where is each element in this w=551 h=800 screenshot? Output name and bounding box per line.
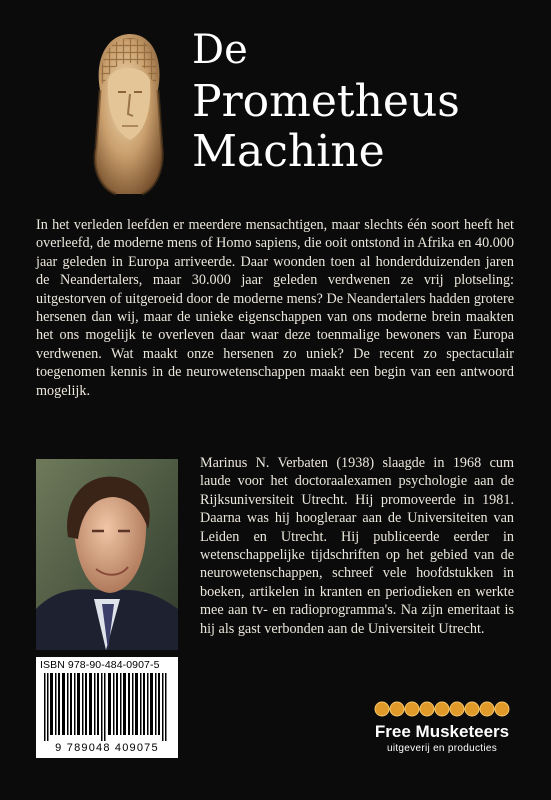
book-blurb: In het verleden leefden er meerdere mensachtigen, maar slechts één soort heeft het overleefd, de moderne mens of Homo sapiens, die ooit ontstond in Afrika en 40.000 jaar geleden in Europa arriveerde. Daar woonden toen al honderdduizenden jaren de Neandertalers, maar 30.000 jaar geleden verdwenen ze vrij plotseling: uitgestorven of uitgeroeid door de moderne mens? De Neandertalers hadden grotere hersenen dan wij, maar de unieke eigenschappen van ons moderne brein maakten het ons mogelijk te overleven daar waar deze toenmalige bewoners van Europa verdwenen. Wat maakt onze hersenen zo uniek? De recent zo spectaculair toegenomen kennis in de neurowetenschappen maakt een begin van een antwoord mogelijk. bbox=[36, 217, 514, 399]
barcode-icon bbox=[44, 673, 170, 741]
publisher-tagline: uitgeverij en producties bbox=[386, 743, 498, 754]
title-line-2: Prometheus bbox=[192, 76, 460, 127]
isbn-text: ISBN 978-90-484-0907-5 bbox=[40, 659, 160, 671]
book-title bbox=[192, 27, 460, 177]
author-photo bbox=[36, 459, 178, 650]
ivory-figurine-image bbox=[78, 28, 178, 198]
publisher-dots-icon bbox=[374, 700, 510, 718]
barcode-digits: 9 789048 409075 bbox=[55, 742, 159, 754]
barcode-label bbox=[36, 657, 178, 758]
publisher-name: Free Musketeers bbox=[374, 722, 510, 741]
title-line-3: Machine bbox=[192, 126, 385, 177]
author-bio: Marinus N. Verbaten (1938) slaagde in 1968 cum laude voor het doctoraalexamen psychologie aan de Rijksuniversiteit Utrecht. Hij promoveerde in 1981. Daarna was hij hoogleraar aan de Universiteiten van Leiden en Utrecht. Hij publiceerde eerder in wetenschappelijke tijdschriften op het gebied van de neurowetenschappen, schreef vele hoofdstukken in boeken, artikelen in kranten en periodieken en werkte mee aan tv- en radioprogramma's. Na zijn emeritaat is hij als gast verbonden aan de Universiteit Utrecht. bbox=[200, 455, 514, 637]
publisher-logo bbox=[362, 700, 522, 770]
title-line-1: De bbox=[192, 27, 248, 73]
